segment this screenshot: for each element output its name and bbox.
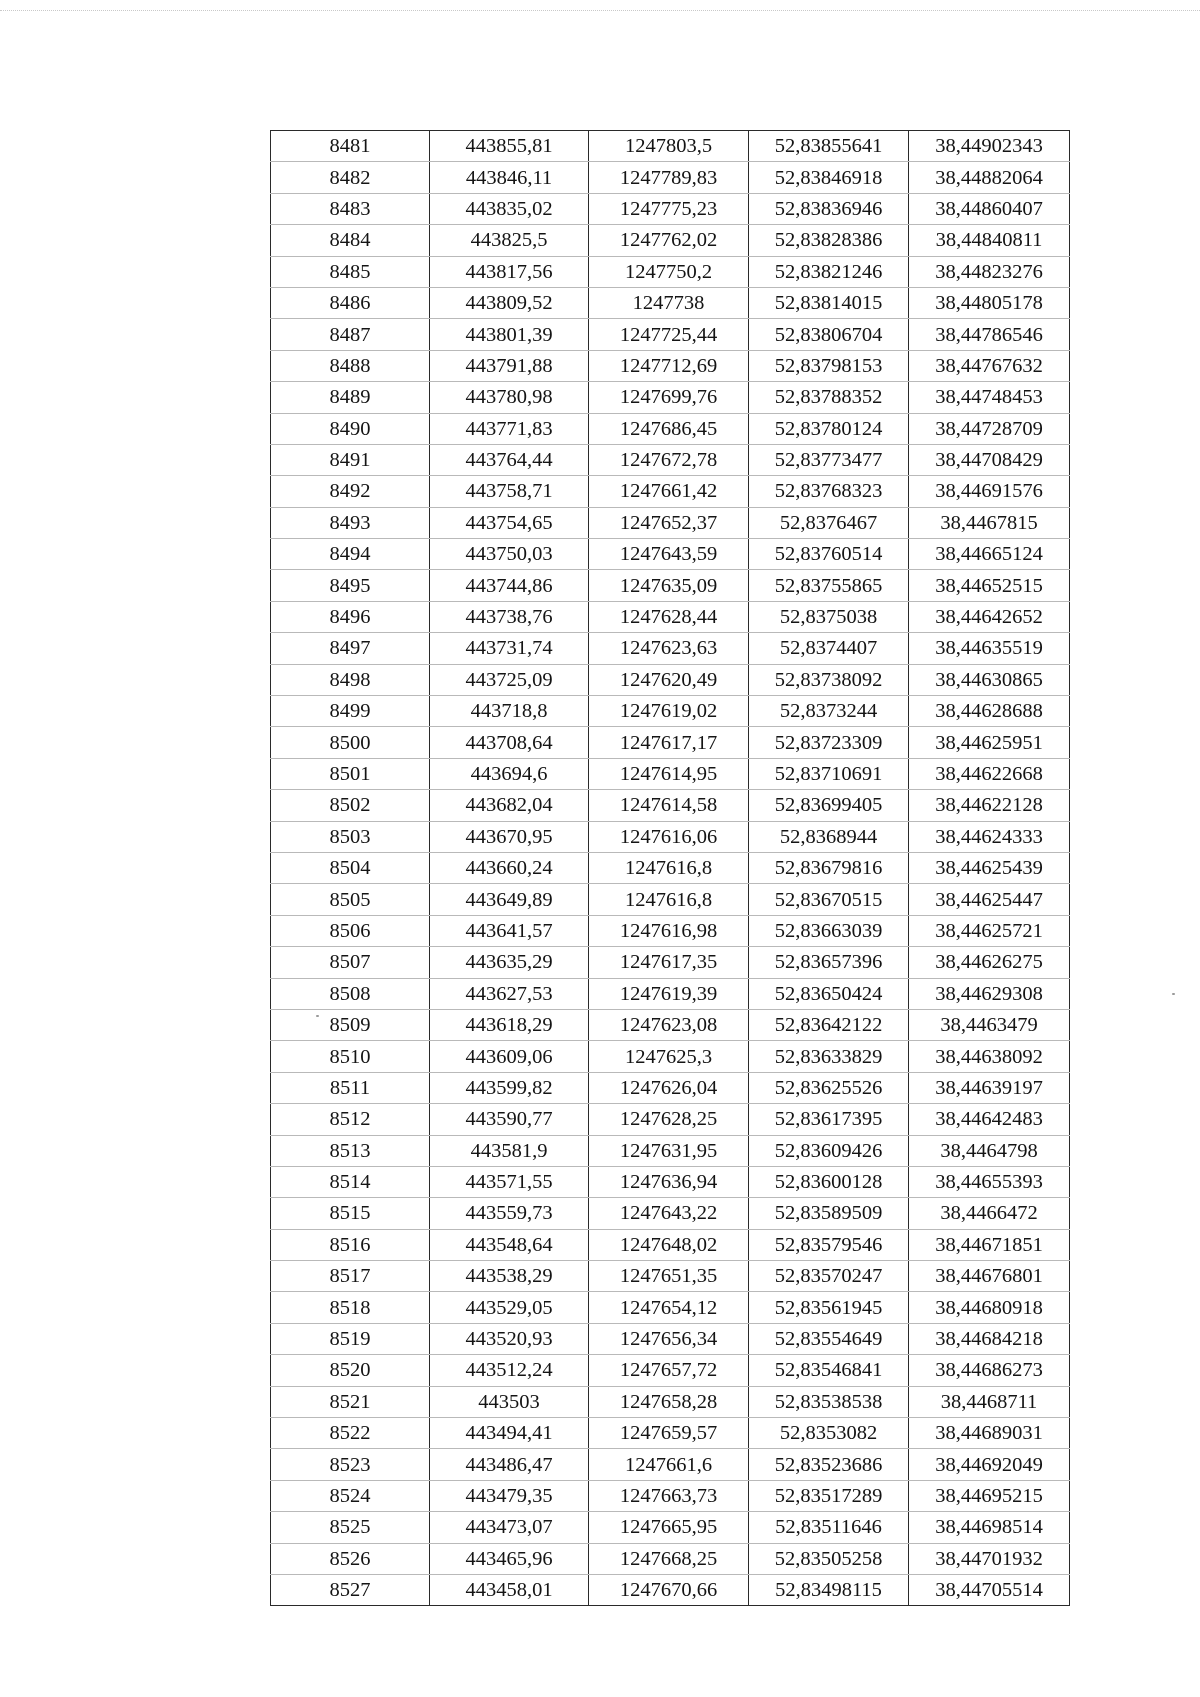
x-coordinate-cell: 443494,41	[430, 1418, 589, 1449]
point-number-cell: 8484	[271, 225, 430, 256]
latitude-cell: 52,83828386	[749, 225, 909, 256]
x-coordinate-cell: 443718,8	[430, 696, 589, 727]
x-coordinate-cell: 443479,35	[430, 1480, 589, 1511]
x-coordinate-cell: 443780,98	[430, 382, 589, 413]
latitude-cell: 52,83561945	[749, 1292, 909, 1323]
y-coordinate-cell: 1247619,39	[589, 978, 749, 1009]
latitude-cell: 52,83609426	[749, 1135, 909, 1166]
longitude-cell: 38,44624333	[909, 821, 1070, 852]
x-coordinate-cell: 443817,56	[430, 256, 589, 287]
latitude-cell: 52,83570247	[749, 1261, 909, 1292]
point-number-cell: 8523	[271, 1449, 430, 1480]
point-number-cell: 8520	[271, 1355, 430, 1386]
table-row	[271, 539, 1070, 570]
longitude-cell: 38,44728709	[909, 413, 1070, 444]
scan-speck	[316, 1015, 319, 1017]
point-number-cell: 8517	[271, 1261, 430, 1292]
y-coordinate-cell: 1247616,8	[589, 852, 749, 883]
latitude-cell: 52,83517289	[749, 1480, 909, 1511]
point-number-cell: 8518	[271, 1292, 430, 1323]
table-row	[271, 821, 1070, 852]
point-number-cell: 8514	[271, 1166, 430, 1197]
point-number-cell: 8507	[271, 947, 430, 978]
y-coordinate-cell: 1247651,35	[589, 1261, 749, 1292]
x-coordinate-cell: 443609,06	[430, 1041, 589, 1072]
longitude-cell: 38,44805178	[909, 287, 1070, 318]
longitude-cell: 38,44840811	[909, 225, 1070, 256]
point-number-cell: 8488	[271, 350, 430, 381]
y-coordinate-cell: 1247614,58	[589, 790, 749, 821]
scan-speck	[1172, 993, 1175, 995]
table-row	[271, 287, 1070, 318]
point-number-cell: 8515	[271, 1198, 430, 1229]
x-coordinate-cell: 443641,57	[430, 915, 589, 946]
table-row	[271, 319, 1070, 350]
latitude-cell: 52,83498115	[749, 1574, 909, 1605]
latitude-cell: 52,83798153	[749, 350, 909, 381]
coordinates-table-body	[271, 131, 1070, 1606]
x-coordinate-cell: 443682,04	[430, 790, 589, 821]
longitude-cell: 38,44628688	[909, 696, 1070, 727]
table-row	[271, 1135, 1070, 1166]
point-number-cell: 8506	[271, 915, 430, 946]
x-coordinate-cell: 443520,93	[430, 1323, 589, 1354]
latitude-cell: 52,83755865	[749, 570, 909, 601]
point-number-cell: 8511	[271, 1072, 430, 1103]
y-coordinate-cell: 1247628,25	[589, 1104, 749, 1135]
longitude-cell: 38,44767632	[909, 350, 1070, 381]
table-row	[271, 1386, 1070, 1417]
latitude-cell: 52,8376467	[749, 507, 909, 538]
latitude-cell: 52,83617395	[749, 1104, 909, 1135]
table-row	[271, 1072, 1070, 1103]
y-coordinate-cell: 1247803,5	[589, 131, 749, 162]
point-number-cell: 8513	[271, 1135, 430, 1166]
latitude-cell: 52,83855641	[749, 131, 909, 162]
y-coordinate-cell: 1247616,06	[589, 821, 749, 852]
table-row	[271, 947, 1070, 978]
x-coordinate-cell: 443581,9	[430, 1135, 589, 1166]
y-coordinate-cell: 1247762,02	[589, 225, 749, 256]
longitude-cell: 38,44701932	[909, 1543, 1070, 1574]
table-row	[271, 444, 1070, 475]
longitude-cell: 38,44684218	[909, 1323, 1070, 1354]
point-number-cell: 8486	[271, 287, 430, 318]
longitude-cell: 38,4463479	[909, 1009, 1070, 1040]
longitude-cell: 38,44676801	[909, 1261, 1070, 1292]
table-row	[271, 131, 1070, 162]
x-coordinate-cell: 443846,11	[430, 162, 589, 193]
point-number-cell: 8505	[271, 884, 430, 915]
point-number-cell: 8499	[271, 696, 430, 727]
coordinates-table	[270, 130, 1070, 1606]
latitude-cell: 52,8368944	[749, 821, 909, 852]
longitude-cell: 38,44698514	[909, 1512, 1070, 1543]
longitude-cell: 38,44625439	[909, 852, 1070, 883]
x-coordinate-cell: 443744,86	[430, 570, 589, 601]
x-coordinate-cell: 443738,76	[430, 601, 589, 632]
table-row	[271, 476, 1070, 507]
table-row	[271, 601, 1070, 632]
latitude-cell: 52,83788352	[749, 382, 909, 413]
longitude-cell: 38,44689031	[909, 1418, 1070, 1449]
table-row	[271, 193, 1070, 224]
x-coordinate-cell: 443764,44	[430, 444, 589, 475]
longitude-cell: 38,44902343	[909, 131, 1070, 162]
longitude-cell: 38,44638092	[909, 1041, 1070, 1072]
point-number-cell: 8482	[271, 162, 430, 193]
latitude-cell: 52,83633829	[749, 1041, 909, 1072]
table-row	[271, 350, 1070, 381]
x-coordinate-cell: 443649,89	[430, 884, 589, 915]
x-coordinate-cell: 443529,05	[430, 1292, 589, 1323]
longitude-cell: 38,44622668	[909, 758, 1070, 789]
latitude-cell: 52,83814015	[749, 287, 909, 318]
point-number-cell: 8500	[271, 727, 430, 758]
latitude-cell: 52,83642122	[749, 1009, 909, 1040]
y-coordinate-cell: 1247652,37	[589, 507, 749, 538]
longitude-cell: 38,44655393	[909, 1166, 1070, 1197]
y-coordinate-cell: 1247686,45	[589, 413, 749, 444]
y-coordinate-cell: 1247617,35	[589, 947, 749, 978]
x-coordinate-cell: 443725,09	[430, 664, 589, 695]
point-number-cell: 8498	[271, 664, 430, 695]
x-coordinate-cell: 443835,02	[430, 193, 589, 224]
table-row	[271, 1009, 1070, 1040]
y-coordinate-cell: 1247725,44	[589, 319, 749, 350]
point-number-cell: 8524	[271, 1480, 430, 1511]
longitude-cell: 38,4466472	[909, 1198, 1070, 1229]
table-row	[271, 978, 1070, 1009]
table-row	[271, 696, 1070, 727]
longitude-cell: 38,44671851	[909, 1229, 1070, 1260]
point-number-cell: 8521	[271, 1386, 430, 1417]
x-coordinate-cell: 443486,47	[430, 1449, 589, 1480]
x-coordinate-cell: 443758,71	[430, 476, 589, 507]
x-coordinate-cell: 443694,6	[430, 758, 589, 789]
x-coordinate-cell: 443731,74	[430, 633, 589, 664]
y-coordinate-cell: 1247738	[589, 287, 749, 318]
latitude-cell: 52,8374407	[749, 633, 909, 664]
y-coordinate-cell: 1247658,28	[589, 1386, 749, 1417]
y-coordinate-cell: 1247648,02	[589, 1229, 749, 1260]
table-row	[271, 1166, 1070, 1197]
x-coordinate-cell: 443670,95	[430, 821, 589, 852]
table-row	[271, 1292, 1070, 1323]
x-coordinate-cell: 443538,29	[430, 1261, 589, 1292]
point-number-cell: 8494	[271, 539, 430, 570]
longitude-cell: 38,44686273	[909, 1355, 1070, 1386]
y-coordinate-cell: 1247619,02	[589, 696, 749, 727]
table-row	[271, 570, 1070, 601]
table-row	[271, 1355, 1070, 1386]
longitude-cell: 38,44786546	[909, 319, 1070, 350]
point-number-cell: 8504	[271, 852, 430, 883]
latitude-cell: 52,83821246	[749, 256, 909, 287]
latitude-cell: 52,8373244	[749, 696, 909, 727]
table-row	[271, 507, 1070, 538]
latitude-cell: 52,83546841	[749, 1355, 909, 1386]
longitude-cell: 38,44823276	[909, 256, 1070, 287]
scan-top-edge	[0, 10, 1200, 11]
y-coordinate-cell: 1247626,04	[589, 1072, 749, 1103]
table-row	[271, 727, 1070, 758]
latitude-cell: 52,83505258	[749, 1543, 909, 1574]
table-row	[271, 1543, 1070, 1574]
y-coordinate-cell: 1247712,69	[589, 350, 749, 381]
longitude-cell: 38,44642483	[909, 1104, 1070, 1135]
longitude-cell: 38,44639197	[909, 1072, 1070, 1103]
longitude-cell: 38,44691576	[909, 476, 1070, 507]
y-coordinate-cell: 1247750,2	[589, 256, 749, 287]
point-number-cell: 8485	[271, 256, 430, 287]
longitude-cell: 38,44665124	[909, 539, 1070, 570]
latitude-cell: 52,83806704	[749, 319, 909, 350]
longitude-cell: 38,44705514	[909, 1574, 1070, 1605]
y-coordinate-cell: 1247672,78	[589, 444, 749, 475]
point-number-cell: 8481	[271, 131, 430, 162]
longitude-cell: 38,44625447	[909, 884, 1070, 915]
x-coordinate-cell: 443559,73	[430, 1198, 589, 1229]
table-row	[271, 758, 1070, 789]
longitude-cell: 38,4467815	[909, 507, 1070, 538]
x-coordinate-cell: 443458,01	[430, 1574, 589, 1605]
x-coordinate-cell: 443825,5	[430, 225, 589, 256]
latitude-cell: 52,83723309	[749, 727, 909, 758]
table-row	[271, 162, 1070, 193]
y-coordinate-cell: 1247656,34	[589, 1323, 749, 1354]
table-row	[271, 1229, 1070, 1260]
x-coordinate-cell: 443627,53	[430, 978, 589, 1009]
longitude-cell: 38,44860407	[909, 193, 1070, 224]
latitude-cell: 52,83679816	[749, 852, 909, 883]
point-number-cell: 8522	[271, 1418, 430, 1449]
y-coordinate-cell: 1247775,23	[589, 193, 749, 224]
longitude-cell: 38,44630865	[909, 664, 1070, 695]
y-coordinate-cell: 1247617,17	[589, 727, 749, 758]
longitude-cell: 38,44629308	[909, 978, 1070, 1009]
x-coordinate-cell: 443473,07	[430, 1512, 589, 1543]
point-number-cell: 8509	[271, 1009, 430, 1040]
x-coordinate-cell: 443750,03	[430, 539, 589, 570]
longitude-cell: 38,4464798	[909, 1135, 1070, 1166]
latitude-cell: 52,83710691	[749, 758, 909, 789]
table-row	[271, 1512, 1070, 1543]
table-row	[271, 633, 1070, 664]
x-coordinate-cell: 443590,77	[430, 1104, 589, 1135]
y-coordinate-cell: 1247616,98	[589, 915, 749, 946]
table-row	[271, 664, 1070, 695]
latitude-cell: 52,83699405	[749, 790, 909, 821]
latitude-cell: 52,83625526	[749, 1072, 909, 1103]
x-coordinate-cell: 443771,83	[430, 413, 589, 444]
longitude-cell: 38,44652515	[909, 570, 1070, 601]
y-coordinate-cell: 1247623,08	[589, 1009, 749, 1040]
y-coordinate-cell: 1247631,95	[589, 1135, 749, 1166]
point-number-cell: 8496	[271, 601, 430, 632]
latitude-cell: 52,83511646	[749, 1512, 909, 1543]
y-coordinate-cell: 1247661,6	[589, 1449, 749, 1480]
latitude-cell: 52,83523686	[749, 1449, 909, 1480]
x-coordinate-cell: 443791,88	[430, 350, 589, 381]
latitude-cell: 52,83554649	[749, 1323, 909, 1354]
longitude-cell: 38,4468711	[909, 1386, 1070, 1417]
y-coordinate-cell: 1247670,66	[589, 1574, 749, 1605]
longitude-cell: 38,44692049	[909, 1449, 1070, 1480]
longitude-cell: 38,44882064	[909, 162, 1070, 193]
point-number-cell: 8527	[271, 1574, 430, 1605]
point-number-cell: 8493	[271, 507, 430, 538]
point-number-cell: 8508	[271, 978, 430, 1009]
point-number-cell: 8487	[271, 319, 430, 350]
point-number-cell: 8492	[271, 476, 430, 507]
table-row	[271, 1104, 1070, 1135]
y-coordinate-cell: 1247628,44	[589, 601, 749, 632]
y-coordinate-cell: 1247665,95	[589, 1512, 749, 1543]
y-coordinate-cell: 1247668,25	[589, 1543, 749, 1574]
x-coordinate-cell: 443754,65	[430, 507, 589, 538]
y-coordinate-cell: 1247625,3	[589, 1041, 749, 1072]
y-coordinate-cell: 1247616,8	[589, 884, 749, 915]
latitude-cell: 52,83657396	[749, 947, 909, 978]
table-row	[271, 256, 1070, 287]
y-coordinate-cell: 1247614,95	[589, 758, 749, 789]
y-coordinate-cell: 1247643,22	[589, 1198, 749, 1229]
x-coordinate-cell: 443635,29	[430, 947, 589, 978]
point-number-cell: 8503	[271, 821, 430, 852]
y-coordinate-cell: 1247623,63	[589, 633, 749, 664]
table-row	[271, 1041, 1070, 1072]
table-row	[271, 884, 1070, 915]
point-number-cell: 8519	[271, 1323, 430, 1354]
longitude-cell: 38,44748453	[909, 382, 1070, 413]
table-row	[271, 1323, 1070, 1354]
longitude-cell: 38,44680918	[909, 1292, 1070, 1323]
longitude-cell: 38,44622128	[909, 790, 1070, 821]
y-coordinate-cell: 1247657,72	[589, 1355, 749, 1386]
table-row	[271, 852, 1070, 883]
x-coordinate-cell: 443660,24	[430, 852, 589, 883]
latitude-cell: 52,83773477	[749, 444, 909, 475]
point-number-cell: 8510	[271, 1041, 430, 1072]
point-number-cell: 8502	[271, 790, 430, 821]
y-coordinate-cell: 1247654,12	[589, 1292, 749, 1323]
y-coordinate-cell: 1247636,94	[589, 1166, 749, 1197]
y-coordinate-cell: 1247789,83	[589, 162, 749, 193]
longitude-cell: 38,44625951	[909, 727, 1070, 758]
point-number-cell: 8516	[271, 1229, 430, 1260]
point-number-cell: 8491	[271, 444, 430, 475]
x-coordinate-cell: 443855,81	[430, 131, 589, 162]
latitude-cell: 52,83589509	[749, 1198, 909, 1229]
latitude-cell: 52,83836946	[749, 193, 909, 224]
table-row	[271, 1480, 1070, 1511]
x-coordinate-cell: 443571,55	[430, 1166, 589, 1197]
latitude-cell: 52,83600128	[749, 1166, 909, 1197]
longitude-cell: 38,44708429	[909, 444, 1070, 475]
x-coordinate-cell: 443548,64	[430, 1229, 589, 1260]
point-number-cell: 8495	[271, 570, 430, 601]
y-coordinate-cell: 1247620,49	[589, 664, 749, 695]
longitude-cell: 38,44625721	[909, 915, 1070, 946]
latitude-cell: 52,83780124	[749, 413, 909, 444]
point-number-cell: 8490	[271, 413, 430, 444]
table-row	[271, 1574, 1070, 1605]
latitude-cell: 52,83538538	[749, 1386, 909, 1417]
x-coordinate-cell: 443618,29	[430, 1009, 589, 1040]
table-row	[271, 1449, 1070, 1480]
x-coordinate-cell: 443503	[430, 1386, 589, 1417]
table-row	[271, 1198, 1070, 1229]
table-row	[271, 790, 1070, 821]
x-coordinate-cell: 443512,24	[430, 1355, 589, 1386]
latitude-cell: 52,83760514	[749, 539, 909, 570]
y-coordinate-cell: 1247663,73	[589, 1480, 749, 1511]
y-coordinate-cell: 1247659,57	[589, 1418, 749, 1449]
latitude-cell: 52,83579546	[749, 1229, 909, 1260]
longitude-cell: 38,44626275	[909, 947, 1070, 978]
table-row	[271, 915, 1070, 946]
latitude-cell: 52,83846918	[749, 162, 909, 193]
y-coordinate-cell: 1247661,42	[589, 476, 749, 507]
x-coordinate-cell: 443708,64	[430, 727, 589, 758]
latitude-cell: 52,8353082	[749, 1418, 909, 1449]
latitude-cell: 52,83738092	[749, 664, 909, 695]
point-number-cell: 8525	[271, 1512, 430, 1543]
latitude-cell: 52,8375038	[749, 601, 909, 632]
x-coordinate-cell: 443599,82	[430, 1072, 589, 1103]
latitude-cell: 52,83650424	[749, 978, 909, 1009]
longitude-cell: 38,44695215	[909, 1480, 1070, 1511]
table-row	[271, 225, 1070, 256]
latitude-cell: 52,83768323	[749, 476, 909, 507]
longitude-cell: 38,44642652	[909, 601, 1070, 632]
latitude-cell: 52,83670515	[749, 884, 909, 915]
x-coordinate-cell: 443465,96	[430, 1543, 589, 1574]
y-coordinate-cell: 1247635,09	[589, 570, 749, 601]
point-number-cell: 8497	[271, 633, 430, 664]
point-number-cell: 8483	[271, 193, 430, 224]
latitude-cell: 52,83663039	[749, 915, 909, 946]
point-number-cell: 8526	[271, 1543, 430, 1574]
x-coordinate-cell: 443801,39	[430, 319, 589, 350]
longitude-cell: 38,44635519	[909, 633, 1070, 664]
point-number-cell: 8489	[271, 382, 430, 413]
y-coordinate-cell: 1247643,59	[589, 539, 749, 570]
point-number-cell: 8501	[271, 758, 430, 789]
point-number-cell: 8512	[271, 1104, 430, 1135]
table-row	[271, 1418, 1070, 1449]
table-row	[271, 382, 1070, 413]
table-row	[271, 413, 1070, 444]
y-coordinate-cell: 1247699,76	[589, 382, 749, 413]
table-row	[271, 1261, 1070, 1292]
x-coordinate-cell: 443809,52	[430, 287, 589, 318]
